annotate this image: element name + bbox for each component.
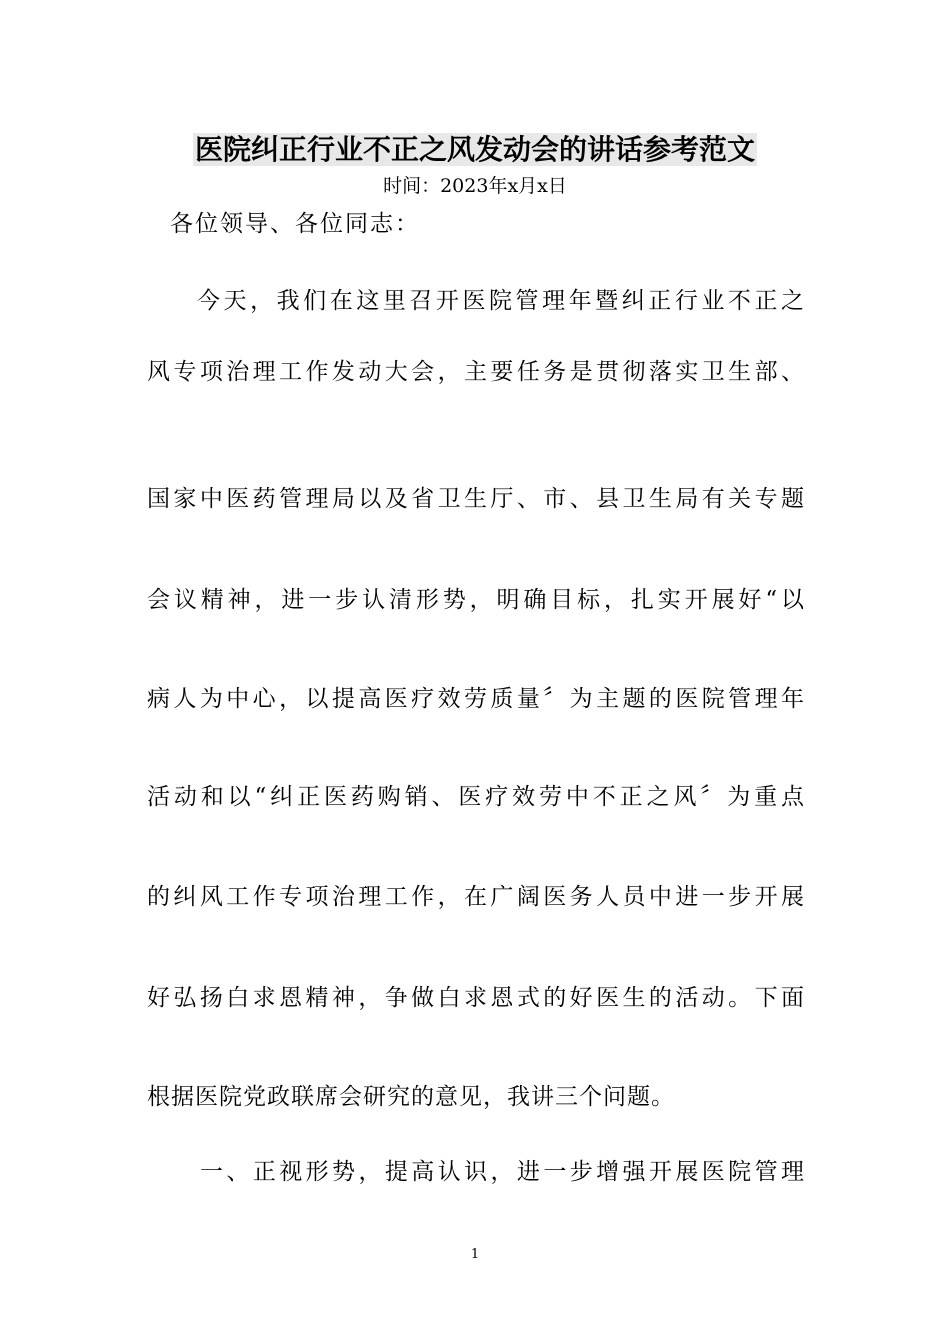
body-line-4: 会议精神，进一步认清形势，明确目标，扎实开展好“以 (147, 587, 804, 613)
body-line-6: 活动和以“纠正医药购销、医疗效劳中不正之风〞为重点 (147, 784, 804, 810)
body-line-9: 根据医院党政联席会研究的意见，我讲三个问题。 (147, 1084, 675, 1110)
body-line-7: 的纠风工作专项治理工作，在广阔医务人员中进一步开展 (147, 884, 804, 910)
body-line-3: 国家中医药管理局以及省卫生厅、市、县卫生局有关专题 (147, 486, 804, 512)
document-title-text: 医院纠正行业不正之风发动会的讲话参考范文 (194, 133, 755, 166)
document-title (0, 130, 950, 170)
body-line-10: 一、正视形势，提高认识，进一步增强开展医院管理 (200, 1159, 804, 1185)
page-number: 1 (470, 1247, 480, 1262)
body-line-1: 今天，我们在这里召开医院管理年暨纠正行业不正之 (197, 288, 804, 314)
salutation: 各位领导、各位同志： (170, 211, 420, 237)
body-line-8: 好弘扬白求恩精神，争做白求恩式的好医生的活动。下面 (147, 985, 804, 1011)
document-date: 时间：2023年x月x日 (383, 175, 567, 197)
body-line-2: 风专项治理工作发动大会，主要任务是贯彻落实卫生部、 (147, 359, 804, 385)
body-line-5: 病人为中心，以提高医疗效劳质量〞为主题的医院管理年 (147, 686, 804, 712)
